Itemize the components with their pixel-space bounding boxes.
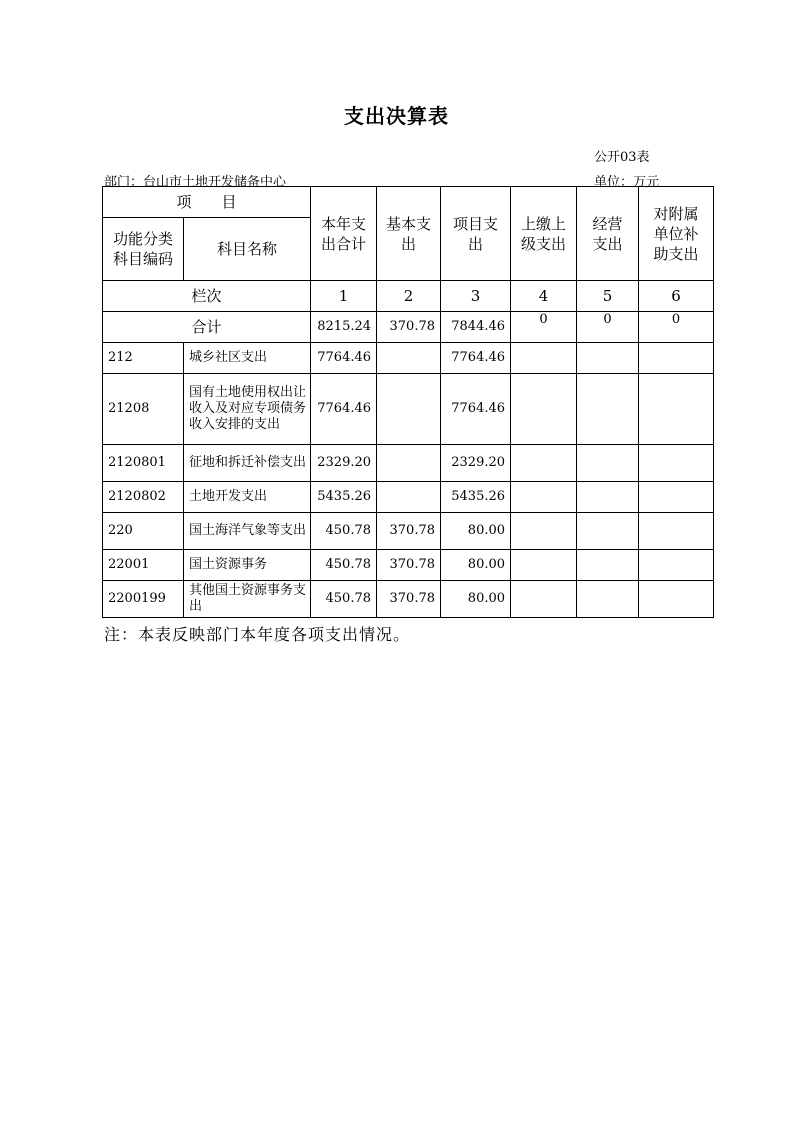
- header-business: 经营支出: [577, 187, 639, 281]
- department-label: 部门：台山市土地开发储备中心: [104, 175, 287, 190]
- table-row: [103, 581, 714, 618]
- sum-upper: 0: [511, 312, 577, 343]
- row-business: [577, 374, 639, 445]
- row-project: 7764.46: [441, 374, 511, 445]
- row-code: 22001: [103, 550, 184, 581]
- row-upper: [511, 343, 577, 374]
- row-total: 450.78: [311, 550, 377, 581]
- row-total: 450.78: [311, 581, 377, 618]
- table-row: [103, 374, 714, 445]
- row-subsidy: [639, 482, 714, 513]
- footnote: 注：本表反映部门本年度各项支出情况。: [104, 625, 411, 644]
- row-business: [577, 550, 639, 581]
- row-subsidy: [639, 581, 714, 618]
- header-subsidy: 对附属单位补助支出: [639, 187, 714, 281]
- row-upper: [511, 581, 577, 618]
- row-total: 2329.20: [311, 445, 377, 482]
- header-project: 项目支出: [441, 187, 511, 281]
- table-row: [103, 343, 714, 374]
- row-basic: [377, 445, 441, 482]
- row-business: [577, 482, 639, 513]
- unit-label: 单位：万元: [594, 175, 660, 190]
- row-name: 国有土地使用权出让收入及对应专项债务收入安排的支出: [184, 374, 311, 445]
- row-total: 450.78: [311, 513, 377, 550]
- row-business: [577, 343, 639, 374]
- row-name: 土地开发支出: [184, 482, 311, 513]
- table-row: [103, 513, 714, 550]
- row-subsidy: [639, 513, 714, 550]
- row-code: 220: [103, 513, 184, 550]
- row-project: 80.00: [441, 513, 511, 550]
- row-business: [577, 581, 639, 618]
- index-label: 栏次: [103, 281, 311, 312]
- index-col: 5: [577, 281, 639, 312]
- row-total: 5435.26: [311, 482, 377, 513]
- row-name: 国土资源事务: [184, 550, 311, 581]
- row-upper: [511, 550, 577, 581]
- row-project: 80.00: [441, 581, 511, 618]
- header-name: 科目名称: [184, 218, 311, 281]
- header-basic: 基本支出: [377, 187, 441, 281]
- header-item: 项 目: [103, 187, 311, 218]
- row-subsidy: [639, 343, 714, 374]
- row-basic: 370.78: [377, 581, 441, 618]
- row-upper: [511, 513, 577, 550]
- row-project: 7764.46: [441, 343, 511, 374]
- index-col: 2: [377, 281, 441, 312]
- table-row: [103, 550, 714, 581]
- header-code: 功能分类科目编码: [103, 218, 184, 281]
- index-col: 3: [441, 281, 511, 312]
- row-code: 21208: [103, 374, 184, 445]
- row-name: 征地和拆迁补偿支出: [184, 445, 311, 482]
- row-upper: [511, 445, 577, 482]
- index-col: 1: [311, 281, 377, 312]
- table-number: 公开03表: [594, 150, 650, 165]
- expenditure-table: [102, 186, 714, 618]
- sum-subsidy: 0: [639, 312, 714, 343]
- row-business: [577, 513, 639, 550]
- table-row: [103, 445, 714, 482]
- row-total: 7764.46: [311, 374, 377, 445]
- header-total: 本年支出合计: [311, 187, 377, 281]
- row-basic: [377, 482, 441, 513]
- row-subsidy: [639, 445, 714, 482]
- sum-total: 8215.24: [311, 312, 377, 343]
- sum-project: 7844.46: [441, 312, 511, 343]
- index-col: 6: [639, 281, 714, 312]
- row-subsidy: [639, 374, 714, 445]
- row-code: 2120801: [103, 445, 184, 482]
- sum-business: 0: [577, 312, 639, 343]
- row-project: 80.00: [441, 550, 511, 581]
- page-title: 支出决算表: [344, 104, 449, 128]
- row-name: 其他国土资源事务支出: [184, 581, 311, 618]
- row-business: [577, 445, 639, 482]
- row-project: 5435.26: [441, 482, 511, 513]
- row-name: 城乡社区支出: [184, 343, 311, 374]
- row-upper: [511, 374, 577, 445]
- row-basic: 370.78: [377, 513, 441, 550]
- table-row: [103, 482, 714, 513]
- row-basic: 370.78: [377, 550, 441, 581]
- row-code: 2120802: [103, 482, 184, 513]
- row-basic: [377, 374, 441, 445]
- row-code: 212: [103, 343, 184, 374]
- row-subsidy: [639, 550, 714, 581]
- row-code: 2200199: [103, 581, 184, 618]
- header-upper: 上缴上级支出: [511, 187, 577, 281]
- row-upper: [511, 482, 577, 513]
- row-basic: [377, 343, 441, 374]
- row-total: 7764.46: [311, 343, 377, 374]
- sum-label: 合计: [103, 312, 311, 343]
- row-name: 国土海洋气象等支出: [184, 513, 311, 550]
- row-project: 2329.20: [441, 445, 511, 482]
- index-col: 4: [511, 281, 577, 312]
- sum-basic: 370.78: [377, 312, 441, 343]
